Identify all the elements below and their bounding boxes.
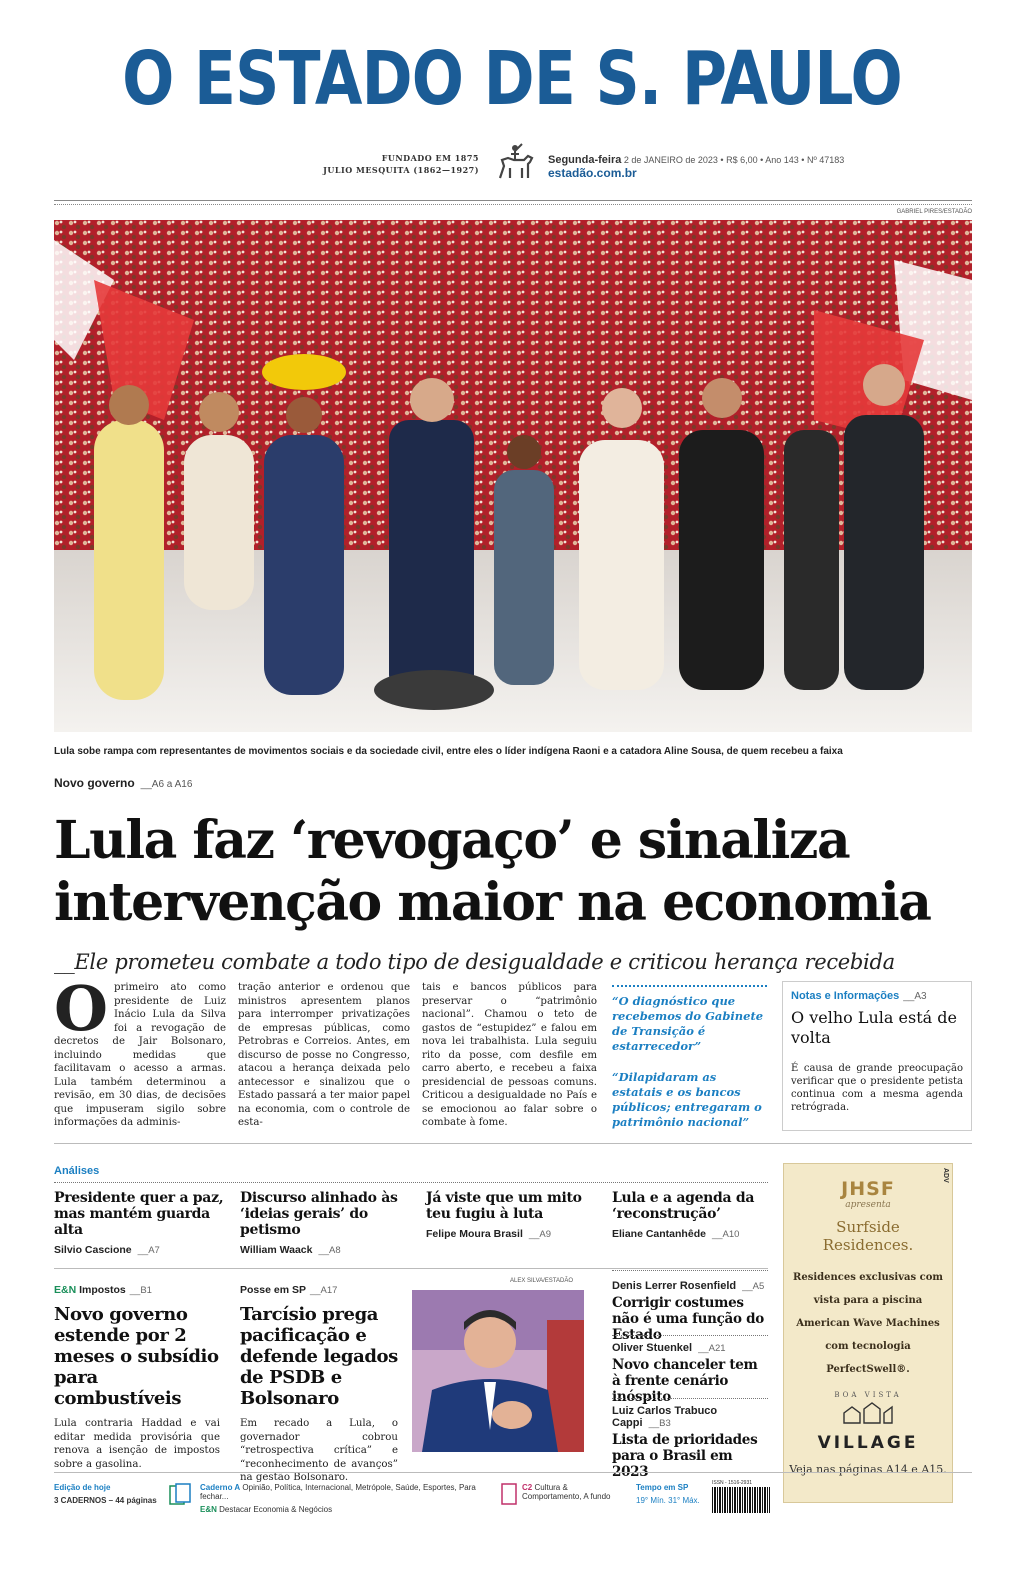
lead-headline[interactable] bbox=[54, 810, 972, 934]
analysis-page: __A8 bbox=[318, 1245, 341, 1256]
analysis-item[interactable] bbox=[426, 1190, 598, 1240]
column-page: __B3 bbox=[648, 1418, 671, 1429]
section-rule bbox=[54, 1268, 768, 1269]
footer-c2 bbox=[522, 1483, 627, 1501]
c2-label: C2 bbox=[522, 1483, 533, 1492]
founder-line: JULIO MESQUITA (1862—1927) bbox=[323, 165, 479, 175]
footer-sections bbox=[200, 1483, 490, 1514]
taxes-title: Novo governo estende por 2 meses o subsídio para combustíveis bbox=[54, 1304, 219, 1409]
village-logo-icon bbox=[838, 1401, 898, 1425]
section-rule bbox=[54, 1143, 972, 1144]
column-author: Luiz Carlos Trabuco Cappi bbox=[612, 1405, 718, 1429]
ad-presents: apresenta bbox=[845, 1200, 891, 1210]
columns-rule bbox=[612, 1398, 768, 1399]
site-link[interactable]: estadão.com.br bbox=[548, 166, 637, 180]
drop-cap: O bbox=[54, 972, 109, 1045]
column-item[interactable] bbox=[612, 1405, 768, 1480]
lead-column-1 bbox=[54, 972, 226, 1130]
footer-weather bbox=[636, 1483, 706, 1505]
headline-line-1: Lula faz ‘revogaço’ e sinaliza bbox=[54, 810, 850, 871]
ad-product-line2: Residences. bbox=[822, 1236, 914, 1254]
cadA-label: Caderno A bbox=[200, 1483, 241, 1492]
lead-deck: __Ele prometeu combate a todo tipo de desigualdade e criticou herança recebida bbox=[54, 950, 895, 974]
sections-icon bbox=[168, 1482, 192, 1506]
analysis-title: Discurso alinhado às ‘ideias gerais’ do petismo bbox=[240, 1190, 398, 1238]
date-details: 2 de JANEIRO de 2023 • R$ 6,00 • Ano 143 • Nº 47183 bbox=[623, 155, 845, 165]
barcode bbox=[712, 1480, 770, 1516]
analysis-author: Eliane Cantanhêde bbox=[612, 1228, 706, 1240]
en-logo: E&N bbox=[54, 1284, 77, 1296]
headline-line-2: intervenção maior na economia bbox=[54, 872, 931, 933]
ad-brand: JHSF bbox=[841, 1178, 895, 1200]
analysis-author: Silvio Cascione bbox=[54, 1244, 132, 1256]
photo-caption: Lula sobe rampa com representantes de movimentos sociais e da sociedade civil, entre eles o líder indígena Raoni e a catadora Aline Sousa, de quem recebeu a faixa bbox=[54, 746, 843, 757]
analysis-title: Lula e a agenda da ‘reconstrução’ bbox=[612, 1190, 755, 1222]
column-title: Novo chanceler tem à frente cenário inóspito bbox=[612, 1357, 758, 1405]
column-title: Corrigir costumes não é uma função do Estado bbox=[612, 1295, 764, 1343]
ad-village: VILLAGE bbox=[817, 1433, 919, 1453]
column-author-line bbox=[612, 1405, 768, 1429]
analyses-label: Análises bbox=[54, 1165, 100, 1177]
column-title: Lista de prioridades para o Brasil em 2023 bbox=[612, 1432, 758, 1480]
c2-icon bbox=[500, 1482, 518, 1506]
masthead-rule bbox=[54, 200, 972, 205]
main-photo bbox=[54, 220, 972, 732]
column-author-line bbox=[612, 1280, 768, 1292]
pull-quote-2: “Dilapidaram as estatais e os bancos públicos; entregaram o patrimônio nacional” bbox=[612, 1070, 762, 1129]
column-author: Oliver Stuenkel bbox=[612, 1342, 693, 1354]
tarcisio-photo bbox=[412, 1290, 584, 1452]
sp-page: __A17 bbox=[309, 1285, 338, 1296]
quote-rule bbox=[612, 985, 767, 987]
sp-story[interactable] bbox=[240, 1284, 398, 1485]
analysis-item[interactable] bbox=[240, 1190, 412, 1256]
analysis-author-line bbox=[612, 1228, 768, 1240]
founded-info bbox=[323, 152, 479, 176]
issn: ISSN - 1516-2931 bbox=[712, 1480, 753, 1486]
analysis-author: William Waack bbox=[240, 1244, 313, 1256]
lead-kicker-pages: __A6 a A16 bbox=[140, 779, 193, 790]
sp-photo-credit: ALEX SILVA/ESTADÃO bbox=[510, 1278, 574, 1284]
weather-max: 31° Máx. bbox=[668, 1496, 700, 1505]
analysis-page: __A10 bbox=[711, 1229, 740, 1240]
lead-column-2: tração anterior e ordenou que ministros apresentem planos para interromper privatizações de empresas públicas, como Petrobras e Correios. Antes, em discurso de posse no Congresso, atacou a herança deixada pelo antecessor e sinalizou que o Estado passará a ter maior papel na economia, com o controle de esta- bbox=[238, 982, 410, 1128]
dateline bbox=[548, 154, 844, 180]
analyses-rule bbox=[54, 1182, 768, 1183]
notes-box[interactable] bbox=[782, 981, 972, 1131]
masthead-title: O ESTADO DE S. PAULO bbox=[122, 36, 902, 122]
ad-tag: ADV bbox=[942, 1168, 949, 1183]
analysis-item[interactable] bbox=[612, 1190, 768, 1240]
column-author: Denis Lerrer Rosenfield bbox=[612, 1280, 737, 1292]
taxes-page: __B1 bbox=[129, 1285, 152, 1296]
columns-rule bbox=[612, 1270, 768, 1271]
edition-count: 3 CADERNOS – 44 páginas bbox=[54, 1496, 157, 1505]
notes-label bbox=[791, 990, 963, 1002]
en-label: E&N bbox=[200, 1505, 217, 1514]
analysis-author-line bbox=[54, 1244, 226, 1256]
pull-quote-1: “O diagnóstico que recebemos do Gabinete de Transição é estarrecedor” bbox=[612, 994, 764, 1053]
weather-label: Tempo em SP bbox=[636, 1483, 689, 1492]
ad-village-small: BOA VISTA bbox=[834, 1391, 902, 1399]
weather-min: 19° Mín. bbox=[636, 1496, 666, 1505]
lead-kicker-label: Novo governo bbox=[54, 776, 135, 790]
c2-desc: Cultura & Comportamento, A fundo bbox=[522, 1483, 611, 1501]
columns-rule bbox=[612, 1335, 768, 1336]
photo-credit: GABRIEL PIRES/ESTADÃO bbox=[896, 209, 972, 215]
analysis-page: __A9 bbox=[528, 1229, 552, 1240]
ad-product bbox=[784, 1218, 952, 1254]
lead-kicker bbox=[54, 776, 192, 790]
barcode-bars bbox=[712, 1487, 770, 1513]
column-item[interactable] bbox=[612, 1280, 768, 1343]
en-desc: Destacar Economia & Negócios bbox=[219, 1505, 333, 1514]
horse-rider-icon bbox=[492, 140, 538, 186]
sp-kicker: Posse em SP bbox=[240, 1284, 306, 1296]
ad-product-line1: Surfside bbox=[836, 1218, 900, 1236]
analysis-title: Já viste que um mito teu fugiu à luta bbox=[426, 1190, 582, 1222]
taxes-kicker-line bbox=[54, 1284, 220, 1296]
analysis-author-line bbox=[240, 1244, 412, 1256]
analysis-item[interactable] bbox=[54, 1190, 226, 1256]
notes-body: É causa de grande preocupação verificar que o presidente petista continua com a mesma agenda retrógrada. bbox=[791, 1063, 963, 1113]
column-item[interactable] bbox=[612, 1342, 768, 1405]
column-author-line bbox=[612, 1342, 768, 1354]
weekday: Segunda-feira bbox=[548, 154, 622, 166]
sp-title: Tarcísio prega pacificação e defende legados de PSDB e Bolsonaro bbox=[240, 1304, 398, 1409]
notes-label-text: Notas e Informações bbox=[791, 990, 900, 1002]
notes-page: __A3 bbox=[903, 991, 927, 1002]
lead-column-3: tais e bancos públicos para preservar o “patrimônio nacional”. Chamou o teto de gastos de “estupidez” e falou em nova lei trabalhista. Lula seguiu rito da posse, com desfile em carro aberto, e recebeu a faixa presidencial de pessoas comuns. Criticou a desigualdade no País e se emocionou ao falar sobre o combate à fome. bbox=[422, 982, 597, 1128]
column-page: __A5 bbox=[742, 1281, 765, 1292]
column-page: __A21 bbox=[698, 1343, 726, 1354]
lead-col1-text: primeiro ato como presidente de Luiz Inácio Lula da Silva foi a revogação de decretos de Jair Bolsonaro, incluindo medidas que facilitavam o acesso a armas. Lula também determinou a revisão, em 30 dias, de decisões que impuseram sigilo sobre informações da adminis- bbox=[54, 982, 226, 1128]
sp-kicker-line bbox=[240, 1284, 398, 1296]
cadA-desc: Opinião, Política, Internacional, Metrópole, Saúde, Esportes, Para fechar... bbox=[200, 1483, 476, 1501]
taxes-body: Lula contraria Haddad e vai editar medida provisória que renova a isenção de impostos sobre a gasolina. bbox=[54, 1418, 220, 1470]
ad-description: Residences exclusivas com vista para a piscina American Wave Machines com tecnologia PerfectSwell®. bbox=[793, 1272, 943, 1375]
analysis-page: __A7 bbox=[137, 1245, 160, 1256]
analysis-title: Presidente quer a paz, mas mantém guarda alta bbox=[54, 1190, 224, 1238]
analysis-author-line bbox=[426, 1228, 598, 1240]
founded-line: FUNDADO EM 1875 bbox=[381, 153, 479, 163]
taxes-kicker: Impostos bbox=[79, 1284, 126, 1296]
footer-edition bbox=[54, 1483, 164, 1505]
ad-see-pages: Veja nas páginas A14 e A15. bbox=[789, 1463, 947, 1476]
sp-body: Em recado a Lula, o governador cobrou “retrospectiva crítica” e “reconhecimento de avanços” na gestão Bolsonaro. bbox=[240, 1418, 398, 1483]
notes-title: O velho Lula está de volta bbox=[791, 1008, 957, 1047]
advertisement[interactable] bbox=[783, 1163, 953, 1503]
edition-label: Edição de hoje bbox=[54, 1483, 111, 1492]
taxes-story[interactable] bbox=[54, 1284, 220, 1471]
analysis-author: Felipe Moura Brasil bbox=[426, 1228, 523, 1240]
footer-rule bbox=[54, 1472, 972, 1473]
